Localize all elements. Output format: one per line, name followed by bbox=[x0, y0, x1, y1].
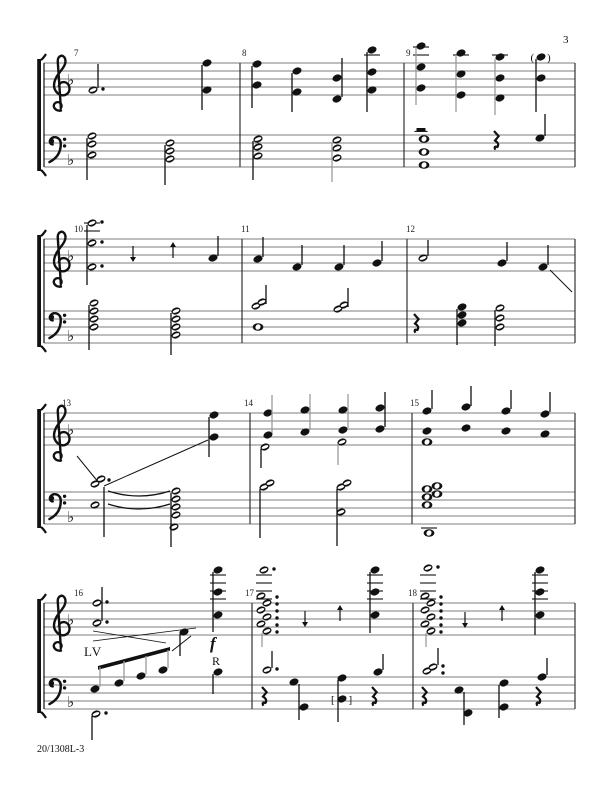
measure-number: 10 bbox=[74, 224, 83, 234]
measure-number: 13 bbox=[62, 398, 71, 408]
flat-sign: ♭ bbox=[67, 508, 75, 526]
quarter-note-head bbox=[536, 672, 547, 682]
quarter-note-head bbox=[500, 426, 511, 436]
quarter-note-head bbox=[298, 702, 309, 712]
augmentation-dot bbox=[439, 616, 442, 619]
arrow-head bbox=[302, 622, 308, 627]
flat-sign: ♭ bbox=[67, 611, 75, 629]
quarter-note-head bbox=[331, 94, 342, 104]
score-line bbox=[104, 440, 208, 486]
quarter-note-head bbox=[500, 406, 511, 416]
grand-staff-system bbox=[37, 386, 575, 547]
augmentation-dot bbox=[275, 630, 278, 633]
quarter-note-head bbox=[251, 80, 262, 90]
augmentation-dot bbox=[275, 667, 278, 670]
augmentation-dot bbox=[100, 220, 103, 223]
quarter-note-head bbox=[415, 62, 426, 72]
measure-number: 17 bbox=[245, 588, 254, 598]
quarter-note-head bbox=[113, 678, 124, 688]
measure-number: 8 bbox=[242, 48, 247, 58]
quarter-note-head bbox=[460, 402, 471, 412]
score-line bbox=[77, 456, 99, 483]
system-bracket bbox=[37, 599, 41, 713]
score-text-fdyn: f bbox=[210, 634, 216, 653]
quarter-note-head bbox=[212, 610, 223, 620]
arrow-head bbox=[170, 242, 176, 247]
augmentation-dot bbox=[101, 87, 104, 90]
quarter-note-head bbox=[415, 41, 426, 51]
arrow-head bbox=[337, 605, 343, 610]
score-line bbox=[172, 636, 191, 651]
quarter-rest bbox=[536, 687, 541, 706]
augmentation-dot bbox=[436, 565, 439, 568]
augmentation-dot bbox=[441, 671, 444, 674]
augmentation-dot bbox=[439, 595, 442, 598]
measure-number: 9 bbox=[406, 48, 411, 58]
bracket-hook-bottom bbox=[41, 346, 46, 352]
quarter-note-head bbox=[498, 678, 509, 688]
bass-clef-icon bbox=[49, 137, 66, 162]
augmentation-dot bbox=[275, 616, 278, 619]
quarter-note-head bbox=[421, 426, 432, 436]
bass-clef-icon bbox=[49, 313, 66, 338]
quarter-note-head bbox=[415, 83, 426, 93]
score-text-lv: LV bbox=[84, 644, 103, 659]
paren-open: ( bbox=[530, 52, 535, 64]
augmentation-dot bbox=[439, 623, 442, 626]
catalog-number: 20/1308L-3 bbox=[37, 744, 85, 755]
augmentation-dot bbox=[439, 609, 442, 612]
augmentation-dot bbox=[107, 478, 110, 481]
flat-sign: ♭ bbox=[67, 421, 75, 439]
quarter-note-head bbox=[212, 565, 223, 575]
augmentation-dot bbox=[439, 630, 442, 633]
quarter-note-head bbox=[494, 52, 505, 62]
quarter-note-head bbox=[369, 565, 380, 575]
augmentation-dot bbox=[439, 602, 442, 605]
quarter-note-head bbox=[252, 254, 263, 264]
quarter-note-head bbox=[212, 587, 223, 597]
measure-number: 7 bbox=[74, 48, 79, 58]
quarter-note-head bbox=[374, 424, 385, 434]
quarter-note-head bbox=[212, 667, 223, 677]
quarter-note-head bbox=[534, 610, 545, 620]
arrow-head bbox=[499, 605, 505, 610]
quarter-note-head bbox=[456, 302, 467, 312]
augmentation-dot bbox=[275, 595, 278, 598]
flat-sign: ♭ bbox=[67, 247, 75, 265]
quarter-rest bbox=[494, 131, 499, 150]
quarter-note-head bbox=[534, 587, 545, 597]
quarter-note-head bbox=[460, 423, 471, 433]
grand-staff-system bbox=[37, 563, 575, 740]
augmentation-dot bbox=[105, 600, 108, 603]
quarter-note-head bbox=[534, 565, 545, 575]
flat-sign: ♭ bbox=[67, 151, 75, 169]
quarter-note-head bbox=[496, 258, 507, 268]
quarter-note-head bbox=[369, 587, 380, 597]
quarter-note-head bbox=[455, 90, 466, 100]
quarter-note-head bbox=[157, 665, 168, 675]
quarter-note-head bbox=[331, 73, 342, 83]
quarter-note-head bbox=[421, 406, 432, 416]
system-bracket bbox=[37, 59, 41, 171]
bracket-hook-bottom bbox=[41, 527, 46, 533]
quarter-note-head bbox=[291, 66, 302, 76]
flat-sign: ♭ bbox=[67, 693, 75, 711]
system-bracket bbox=[37, 235, 41, 347]
bracket-hook-top bbox=[41, 404, 46, 410]
paren-close: ) bbox=[547, 52, 551, 64]
measure-number: 15 bbox=[410, 398, 419, 408]
quarter-note-head bbox=[456, 310, 467, 320]
quarter-note-head bbox=[539, 409, 550, 419]
bracket-close: ] bbox=[348, 694, 353, 706]
quarter-note-head bbox=[201, 58, 212, 68]
augmentation-dot bbox=[105, 620, 108, 623]
quarter-note-head bbox=[494, 73, 505, 83]
augmentation-dot bbox=[275, 609, 278, 612]
quarter-note-head bbox=[208, 410, 219, 420]
measure-number: 11 bbox=[241, 224, 250, 234]
quarter-note-head bbox=[537, 262, 548, 272]
beam bbox=[98, 647, 170, 670]
quarter-note-head bbox=[535, 52, 546, 62]
grand-staff-system bbox=[37, 218, 575, 355]
quarter-note-head bbox=[456, 318, 467, 328]
flat-sign: ♭ bbox=[67, 71, 75, 89]
arrow-head bbox=[130, 257, 136, 262]
bracket-hook-top bbox=[41, 594, 46, 600]
augmentation-dot bbox=[272, 567, 275, 570]
quarter-rest bbox=[414, 314, 419, 333]
measure-number: 12 bbox=[406, 224, 415, 234]
bass-clef-icon bbox=[49, 679, 66, 704]
quarter-note-head bbox=[89, 684, 100, 694]
bracket-hook-top bbox=[41, 54, 46, 60]
quarter-note-head bbox=[374, 403, 385, 413]
bracket-hook-top bbox=[41, 230, 46, 236]
quarter-rest bbox=[262, 687, 267, 706]
measure-number: 16 bbox=[74, 588, 83, 598]
bracket-open: [ bbox=[331, 694, 335, 706]
quarter-note-head bbox=[498, 702, 509, 712]
measure-number: 18 bbox=[408, 588, 417, 598]
quarter-note-head bbox=[371, 258, 382, 268]
grand-staff-system bbox=[37, 41, 575, 185]
score-text-rlbl: R bbox=[212, 654, 221, 668]
bracket-hook-bottom bbox=[41, 712, 46, 718]
quarter-note-head bbox=[366, 45, 377, 55]
measure-number: 14 bbox=[244, 398, 253, 408]
augmentation-dot bbox=[275, 602, 278, 605]
quarter-note-head bbox=[208, 432, 219, 442]
page-number: 3 bbox=[563, 34, 569, 46]
flat-sign: ♭ bbox=[67, 327, 75, 345]
score-line bbox=[550, 270, 572, 292]
quarter-rest bbox=[422, 687, 427, 706]
quarter-note-head bbox=[366, 67, 377, 77]
quarter-note-head bbox=[369, 610, 380, 620]
augmentation-dot bbox=[100, 264, 103, 267]
quarter-note-head bbox=[291, 262, 302, 272]
augmentation-dot bbox=[100, 240, 103, 243]
system-bracket bbox=[37, 409, 41, 528]
bass-clef-icon bbox=[49, 494, 66, 519]
quarter-note-head bbox=[372, 667, 383, 677]
quarter-note-head bbox=[135, 671, 146, 681]
quarter-note-head bbox=[251, 59, 262, 69]
augmentation-dot bbox=[275, 623, 278, 626]
quarter-note-head bbox=[535, 73, 546, 83]
quarter-note-head bbox=[337, 425, 348, 435]
augmentation-dot bbox=[104, 711, 107, 714]
quarter-note-head bbox=[333, 262, 344, 272]
augmentation-dot bbox=[441, 664, 444, 667]
quarter-note-head bbox=[455, 48, 466, 58]
bracket-hook-bottom bbox=[41, 170, 46, 176]
quarter-rest bbox=[372, 687, 377, 706]
